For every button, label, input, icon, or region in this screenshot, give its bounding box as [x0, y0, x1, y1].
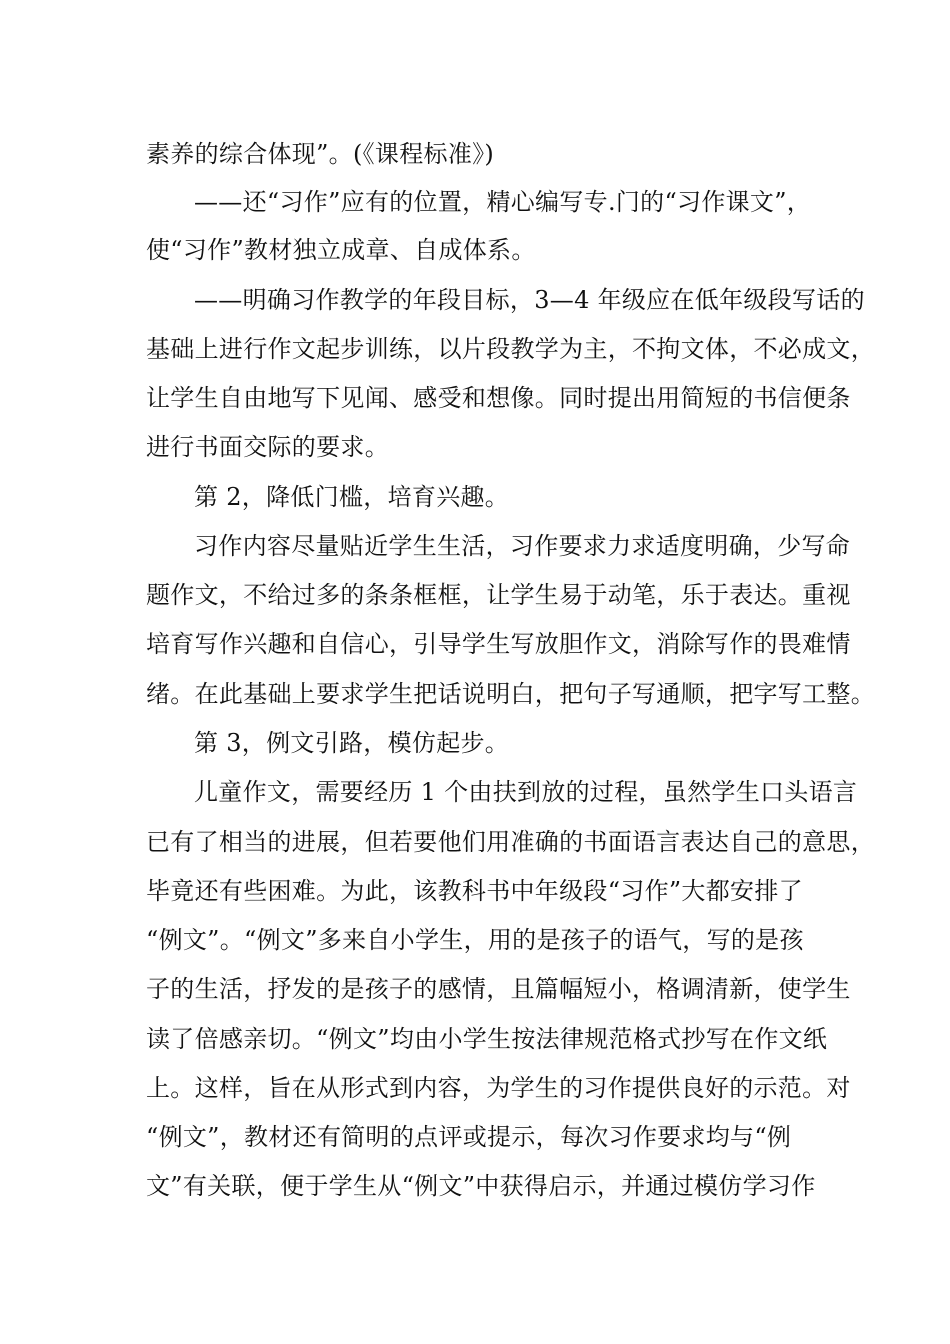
- text-line: ——明确习作教学的年段目标，3—4 年级应在低年级段写话的: [194, 286, 865, 314]
- text-line: 绪。在此基础上要求学生把话说明白，把句子写通顺，把字写工整。: [146, 680, 875, 708]
- text-line: 子的生活，抒发的是孩子的感情，且篇幅短小，格调清新，使学生: [146, 975, 851, 1003]
- text-line: ——还“习作”应有的位置，精心编写专.门的“习作课文”，: [194, 188, 812, 216]
- text-line: “例文”。“例文”多来自小学生，用的是孩子的语气，写的是孩: [146, 926, 804, 954]
- text-line: 已有了相当的进展，但若要他们用准确的书面语言表达自己的意思，: [146, 828, 875, 856]
- text-line: “例文”，教材还有简明的点评或提示，每次习作要求均与“例: [146, 1123, 792, 1151]
- section-heading: 第 3，例文引路，模仿起步。: [194, 729, 510, 757]
- text-line: 素养的综合体现”。(《课程标准》): [146, 140, 495, 168]
- text-line: 让学生自由地写下见闻、感受和想像。同时提出用简短的书信便条: [146, 384, 851, 412]
- text-line: 习作内容尽量贴近学生生活，习作要求力求适度明确，少写命: [194, 532, 851, 560]
- section-heading: 第 2，降低门槛，培育兴趣。: [194, 483, 510, 511]
- text-line: 上。这样，旨在从形式到内容，为学生的习作提供良好的示范。对: [146, 1074, 851, 1102]
- text-line: 使“习作”教材独立成章、自成体系。: [146, 236, 536, 264]
- text-line: 儿童作文，需要经历 1 个由扶到放的过程，虽然学生口头语言: [194, 778, 858, 806]
- text-line: 读了倍感亲切。“例文”均由小学生按法律规范格式抄写在作文纸: [146, 1025, 828, 1053]
- text-line: 进行书面交际的要求。: [146, 433, 389, 461]
- text-line: 题作文，不给过多的条条框框，让学生易于动笔，乐于表达。重视: [146, 581, 851, 609]
- text-line: 文”有关联，便于学生从“例文”中获得启示，并通过模仿学习作: [146, 1172, 816, 1200]
- text-line: 毕竟还有些困难。为此，该教科书中年级段“习作”大都安排了: [146, 877, 803, 905]
- text-line: 培育写作兴趣和自信心，引导学生写放胆作文，消除写作的畏难情: [146, 630, 851, 658]
- text-line: 基础上进行作文起步训练，以片段教学为主，不拘文体，不必成文，: [146, 335, 875, 363]
